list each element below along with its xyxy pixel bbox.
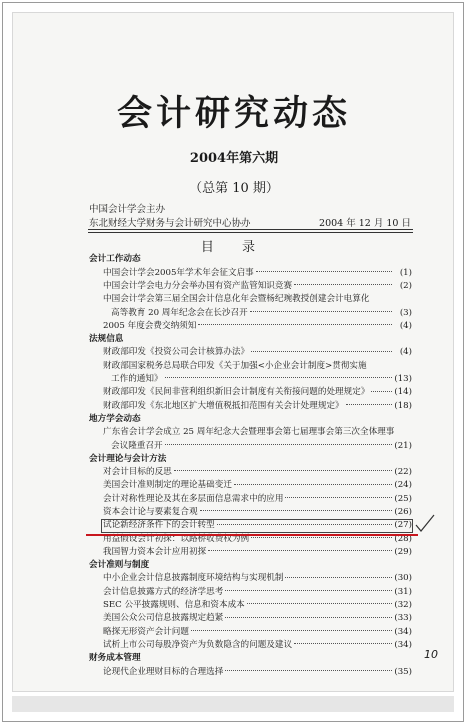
toc-entry <box>89 492 412 505</box>
toc-entry-title: 中小企业会计信息披露制度环境结构与实现机制 <box>103 573 284 584</box>
toc-page-number: (34) <box>394 639 412 650</box>
toc-entry <box>89 266 412 279</box>
toc-leader-dots <box>165 377 392 378</box>
toc-heading: 目 录 <box>200 240 268 255</box>
toc-leader-dots <box>371 391 392 392</box>
toc-entry-title: 资本会计论与要素复合观 <box>103 506 198 517</box>
toc-section-title: 会计理论与会计方法 <box>89 453 167 464</box>
toc-section-heading <box>89 652 412 665</box>
toc-entry-title: 中国会计学会电力分会举办国有资产监管知识竞赛 <box>103 280 293 291</box>
toc-entry <box>89 612 412 625</box>
co-organizer-line: 东北财经大学财务与会计研究中心协办 <box>89 218 251 229</box>
toc-leader-dots <box>208 550 392 551</box>
newsletter-title: 会计研究动态 <box>116 93 351 134</box>
toc-leader-dots <box>285 577 392 578</box>
toc-page-number: (29) <box>394 546 412 557</box>
toc-section-title: 法规信息 <box>89 334 124 345</box>
toc-page-number: (28) <box>394 533 412 544</box>
toc-entry-title: 略探无形资产会计问题 <box>103 626 189 637</box>
toc-entry <box>89 639 412 652</box>
toc-leader-dots <box>285 497 392 498</box>
publication-date: 2004 年 12 月 10 日 <box>319 218 411 229</box>
toc-page-number: (1) <box>399 267 412 278</box>
toc-entry-title: 用益假设会计初探：以路桥收费权为例 <box>103 533 250 544</box>
table-of-contents <box>89 253 412 679</box>
toc-leader-dots <box>165 444 392 445</box>
toc-entry <box>89 346 412 359</box>
toc-page-number: (14) <box>394 387 412 398</box>
toc-entry-title: 对会计目标的反思 <box>103 467 172 478</box>
toc-page-number: (13) <box>394 374 412 385</box>
toc-entry-title: 会计对称性理论及其在多层面信息需求中的应用 <box>103 493 284 504</box>
toc-entry-title: 高等教育 20 周年纪念会在长沙召开 <box>111 307 248 318</box>
toc-entry <box>89 386 412 399</box>
toc-section-title: 地方学会动态 <box>89 413 141 424</box>
toc-page-number: (32) <box>394 600 412 611</box>
toc-entry <box>89 439 412 452</box>
toc-entry <box>89 585 412 598</box>
toc-page-number: (24) <box>394 480 412 491</box>
toc-page-number: (34) <box>394 626 412 637</box>
toc-entry-title: 财政部印发《民间非营利组织新旧会计制度有关衔接问题的处理规定》 <box>103 387 370 398</box>
toc-entry <box>89 293 412 306</box>
scan-bottom-edge <box>12 696 454 712</box>
toc-entry <box>89 373 412 386</box>
sponsor-line: 中国会计学会主办 <box>89 204 166 215</box>
toc-leader-dots <box>346 404 392 405</box>
toc-entry <box>89 479 412 492</box>
toc-page-number: (35) <box>394 666 412 677</box>
toc-leader-dots <box>198 324 392 325</box>
toc-entry-highlighted <box>89 546 412 559</box>
toc-entry-title: 美国公众公司信息披露规定趋紧 <box>103 613 224 624</box>
toc-entry <box>89 319 412 332</box>
toc-entry-title: 论现代企业理财目标的合理选择 <box>103 666 224 677</box>
toc-section-title: 会计工作动态 <box>89 254 141 265</box>
highlighted-entry-box <box>101 519 413 533</box>
toc-entry <box>89 280 412 293</box>
total-issue-number: （总第 10 期） <box>189 181 279 196</box>
toc-page-number: (18) <box>394 400 412 411</box>
toc-page-number: (30) <box>394 573 412 584</box>
toc-section-heading <box>89 413 412 426</box>
toc-entry-title: 广东省会计学会成立 25 周年纪念大会暨理事会第七届理事会第三次全体理事 <box>103 427 395 438</box>
toc-leader-dots <box>174 470 392 471</box>
issue-number: 2004年第六期 <box>189 151 279 166</box>
toc-leader-dots <box>225 670 392 671</box>
toc-entry-title: 财政部印发《投资公司会计核算办法》 <box>103 347 250 358</box>
toc-leader-dots <box>251 351 392 352</box>
toc-entry-title: 中国会计学会2005年学术年会征文启事 <box>103 267 254 278</box>
toc-section-title: 会计准则与制度 <box>89 560 150 571</box>
header-rule-bottom <box>88 232 413 233</box>
toc-entry <box>89 426 412 439</box>
toc-entry-title: 2005 年度会费交纳须知 <box>103 320 197 331</box>
toc-entry-title: 中国会计学会第三届全国会计信息化年会暨杨纪琬教授创建会计电算化 <box>103 294 370 305</box>
toc-page-number: (25) <box>394 493 412 504</box>
toc-leader-dots <box>225 590 392 591</box>
toc-entry <box>89 506 412 519</box>
toc-section-heading <box>89 452 412 465</box>
toc-entry-title: 美国会计准则制定的理论基础变迁 <box>103 480 232 491</box>
toc-entry <box>89 306 412 319</box>
toc-page-number: (4) <box>399 347 412 358</box>
toc-entry <box>89 359 412 372</box>
toc-entry-title: 财政部国家税务总局联合印发《关于加强<小企业会计制度>贯彻实施 <box>103 360 367 371</box>
toc-leader-dots <box>191 630 392 631</box>
toc-entry <box>89 466 412 479</box>
toc-section-heading <box>89 253 412 266</box>
toc-entry-title: SEC 公平披露规则、信息和资本成本 <box>103 600 245 611</box>
toc-section-title: 财务成本管理 <box>89 653 141 664</box>
toc-leader-dots <box>251 537 392 538</box>
toc-leader-dots <box>234 484 392 485</box>
toc-entry-title: 会计信息披露方式的经济学思考 <box>103 586 224 597</box>
toc-leader-dots <box>256 271 392 272</box>
toc-page-number: (3) <box>399 307 412 318</box>
toc-entry-title: 我国智力资本会计应用初探 <box>103 546 207 557</box>
toc-entry-title: 财政部印发《东北地区扩大增值税抵扣范围有关会计处理规定》 <box>103 400 344 411</box>
toc-entry <box>89 572 412 585</box>
toc-page-number: (26) <box>394 506 412 517</box>
toc-page-number: (21) <box>394 440 412 451</box>
toc-leader-dots <box>294 284 392 285</box>
toc-entry <box>89 625 412 638</box>
toc-leader-dots <box>225 617 392 618</box>
red-underline-mark <box>86 534 418 536</box>
toc-leader-dots <box>294 643 392 644</box>
toc-entry <box>89 399 412 412</box>
toc-page-number: (33) <box>394 613 412 624</box>
toc-page-number: (2) <box>399 280 412 291</box>
check-mark-icon <box>414 513 436 533</box>
toc-leader-dots <box>247 603 392 604</box>
toc-leader-dots <box>250 311 392 312</box>
toc-leader-dots <box>200 510 392 511</box>
toc-entry <box>89 665 412 678</box>
toc-section-heading <box>89 333 412 346</box>
toc-page-number: (31) <box>394 586 412 597</box>
toc-entry-title: 试论新经济条件下的会计转型 <box>103 520 215 531</box>
toc-page-number: (22) <box>394 467 412 478</box>
toc-entry-title: 工作的通知》 <box>111 374 163 385</box>
toc-entry-title: 试析上市公司每股净资产为负数隐含的问题及建议 <box>103 639 293 650</box>
toc-entry <box>89 599 412 612</box>
handwritten-page-number: 10 <box>424 648 438 661</box>
toc-section-heading <box>89 559 412 572</box>
toc-entry-title: 会议隆重召开 <box>111 440 163 451</box>
toc-page-number: (4) <box>399 320 412 331</box>
header-rule-top <box>88 229 413 230</box>
toc-page-number: (27) <box>394 520 412 531</box>
